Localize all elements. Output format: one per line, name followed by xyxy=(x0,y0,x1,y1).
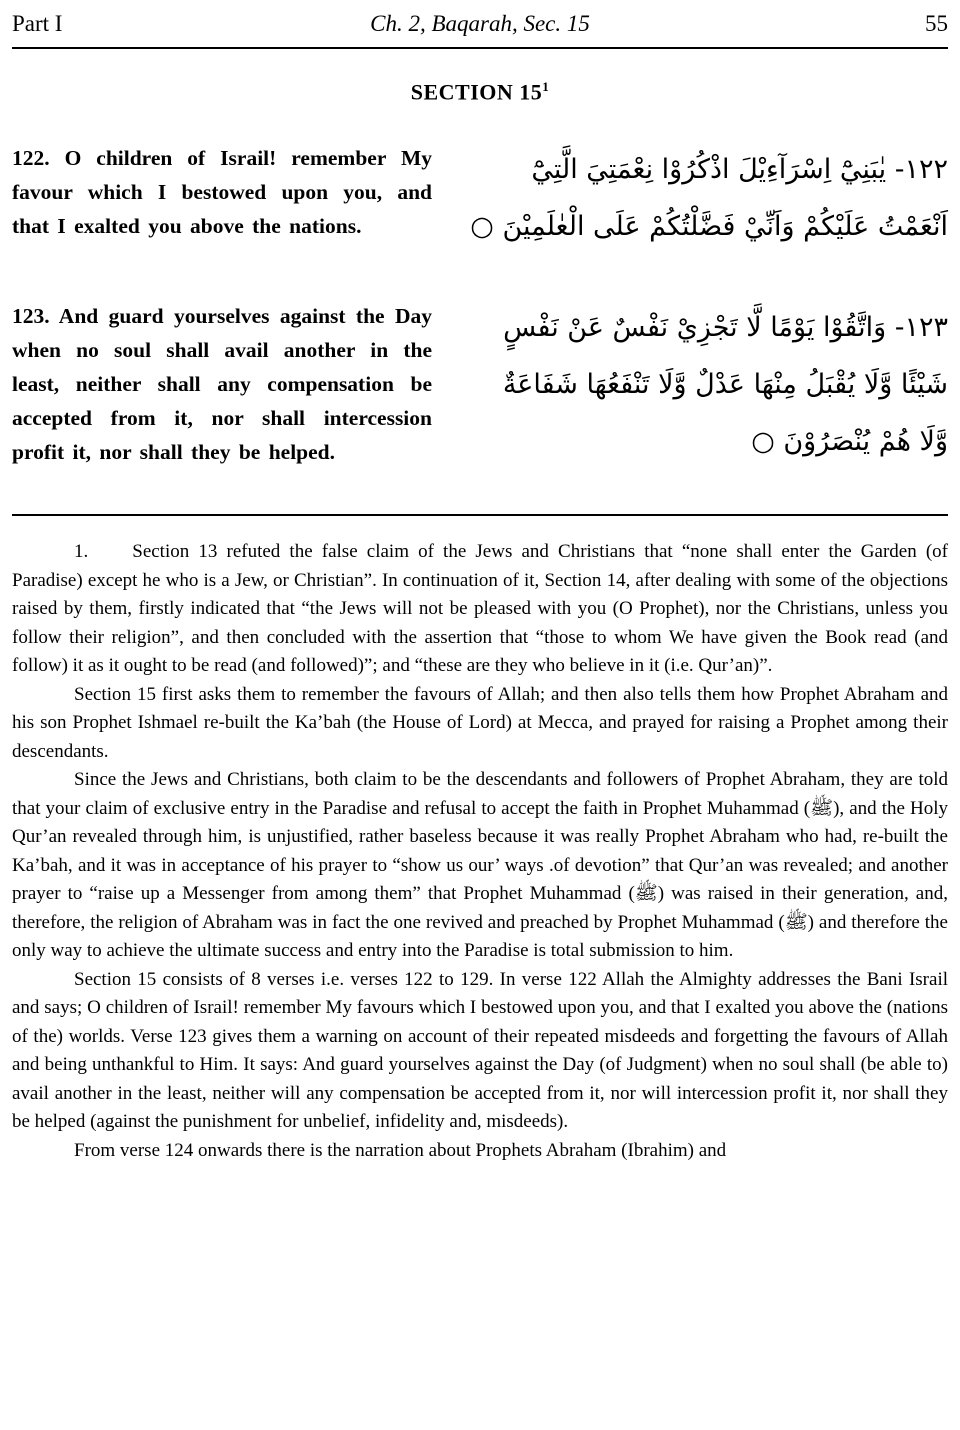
verse-row-123 xyxy=(12,299,948,470)
footnote-paragraph: From verse 124 onwards there is the narration about Prophets Abraham (Ibrahim) and xyxy=(74,1139,727,1161)
footnote-section xyxy=(12,516,948,1165)
footnote-paragraph xyxy=(12,538,948,681)
verse-row-122 xyxy=(12,141,948,255)
verses-section xyxy=(12,141,948,470)
page-number: 55 xyxy=(925,11,948,36)
chapter-running-title: Ch. 2, Baqarah, Sec. 15 xyxy=(370,11,590,36)
section-title xyxy=(12,79,948,105)
verse-123-english: 123. And guard yourselves against the Day when no soul shall avail another in the least, neither shall any compensation be accepted from it, nor shall intercession profit it, nor shall they be helped. xyxy=(12,304,432,465)
verse-122-english: 122. O children of Israil! remember My favour which I bestowed upon you, and that I exalted you above the nations. xyxy=(12,146,432,239)
footnote-paragraph: Section 15 consists of 8 verses i.e. verses 122 to 129. In verse 122 Allah the Almighty addresses the Bani Israil and says; O children of Israil! remember My favours which I bestowed upon you, and that I exalted you above the (nations of the) worlds. Verse 123 gives them a warning on account of their repeated misdeeds and forgetting the favours of Allah and being unthankful to Him. It says: And guard yourselves against the Day (of Judgment) when no soul shall (be able to) avail another in the least, neither will any compensation be accepted from it, nor will intercession profit it, nor shall they be helped (against the punishment for unbelief, infidelity and, misdeeds). xyxy=(12,968,948,1133)
section-title-text: SECTION 15 xyxy=(410,79,543,105)
footnote-marker: 1. xyxy=(74,541,89,563)
page-header xyxy=(12,10,948,38)
header-rule xyxy=(12,47,948,49)
footnote-paragraph: Section 15 first asks them to remember the favours of Allah; and then also tells them how Prophet Abraham and his son Prophet Ishmael re-built the Ka’bah (the House of Lord) at Mecca, and prayed for raising a Prophet among their descendants. xyxy=(12,683,948,762)
verse-123-arabic: ١٢٣- وَاتَّقُوْا يَوْمًا لَّا تَجْزِيْ نَفْسٌ عَنْ نَفْسٍ شَيْئًا وَّلَا يُقْبَلُ مِنْهَا عَدْلٌ وَّلَا تَنْفَعُهَا شَفَاعَةٌ وَّلَا هُمْ يُنْصَرُوْنَ ○ xyxy=(502,312,948,458)
section-footnote-ref: 1 xyxy=(542,79,550,94)
footnote-paragraph: Since the Jews and Christians, both claim to be the descendants and followers of Prophet Abraham, they are told that your claim of exclusive entry in the Paradise and refusal to accept the faith in Prophet Muhammad (ﷺ), and the Holy Qur’an revealed through him, is unjustified, rather baseless because it was really Prophet Abraham who had, re-built the Ka’bah, and it was in acceptance of his prayer to “show us our’ ways .of devotion” that Qur’an was revealed; and another prayer to “raise up a Messenger from among them” that Prophet Muhammad (ﷺ) was raised in their generation, and, therefore, the religion of Abraham was in fact the one revived and preached by Prophet Muhammad (ﷺ) and therefore the only way to achieve the ultimate success and entry into the Paradise is total submission to him. xyxy=(12,769,948,962)
part-label: Part I xyxy=(12,11,63,36)
footnote-text: Section 13 refuted the false claim of the Jews and Christians that “none shall enter the Garden (of Paradise) except he who is a Jew, or Christian”. In continuation of it, Section 14, after dealing with some of the objections raised by them, firstly indicated that “the Jews will not be pleased with you (O Prophet), nor the Christians, unless you follow their religion”, and then concluded with the assertion that “those to whom We have given the Book read (and follow) it as it ought to be read (and followed)”; and “these are they who believe in it (i.e. Qur’an)”. xyxy=(12,541,948,677)
verse-122-arabic: ١٢٢- يٰبَنِيْٓ اِسْرَآءِيْلَ اذْكُرُوْا نِعْمَتِيَ الَّتِيْٓ اَنْعَمْتُ عَلَيْكُمْ وَاَنِّيْ فَضَّلْتُكُمْ عَلَى الْعٰلَمِيْنَ ○ xyxy=(470,154,948,243)
